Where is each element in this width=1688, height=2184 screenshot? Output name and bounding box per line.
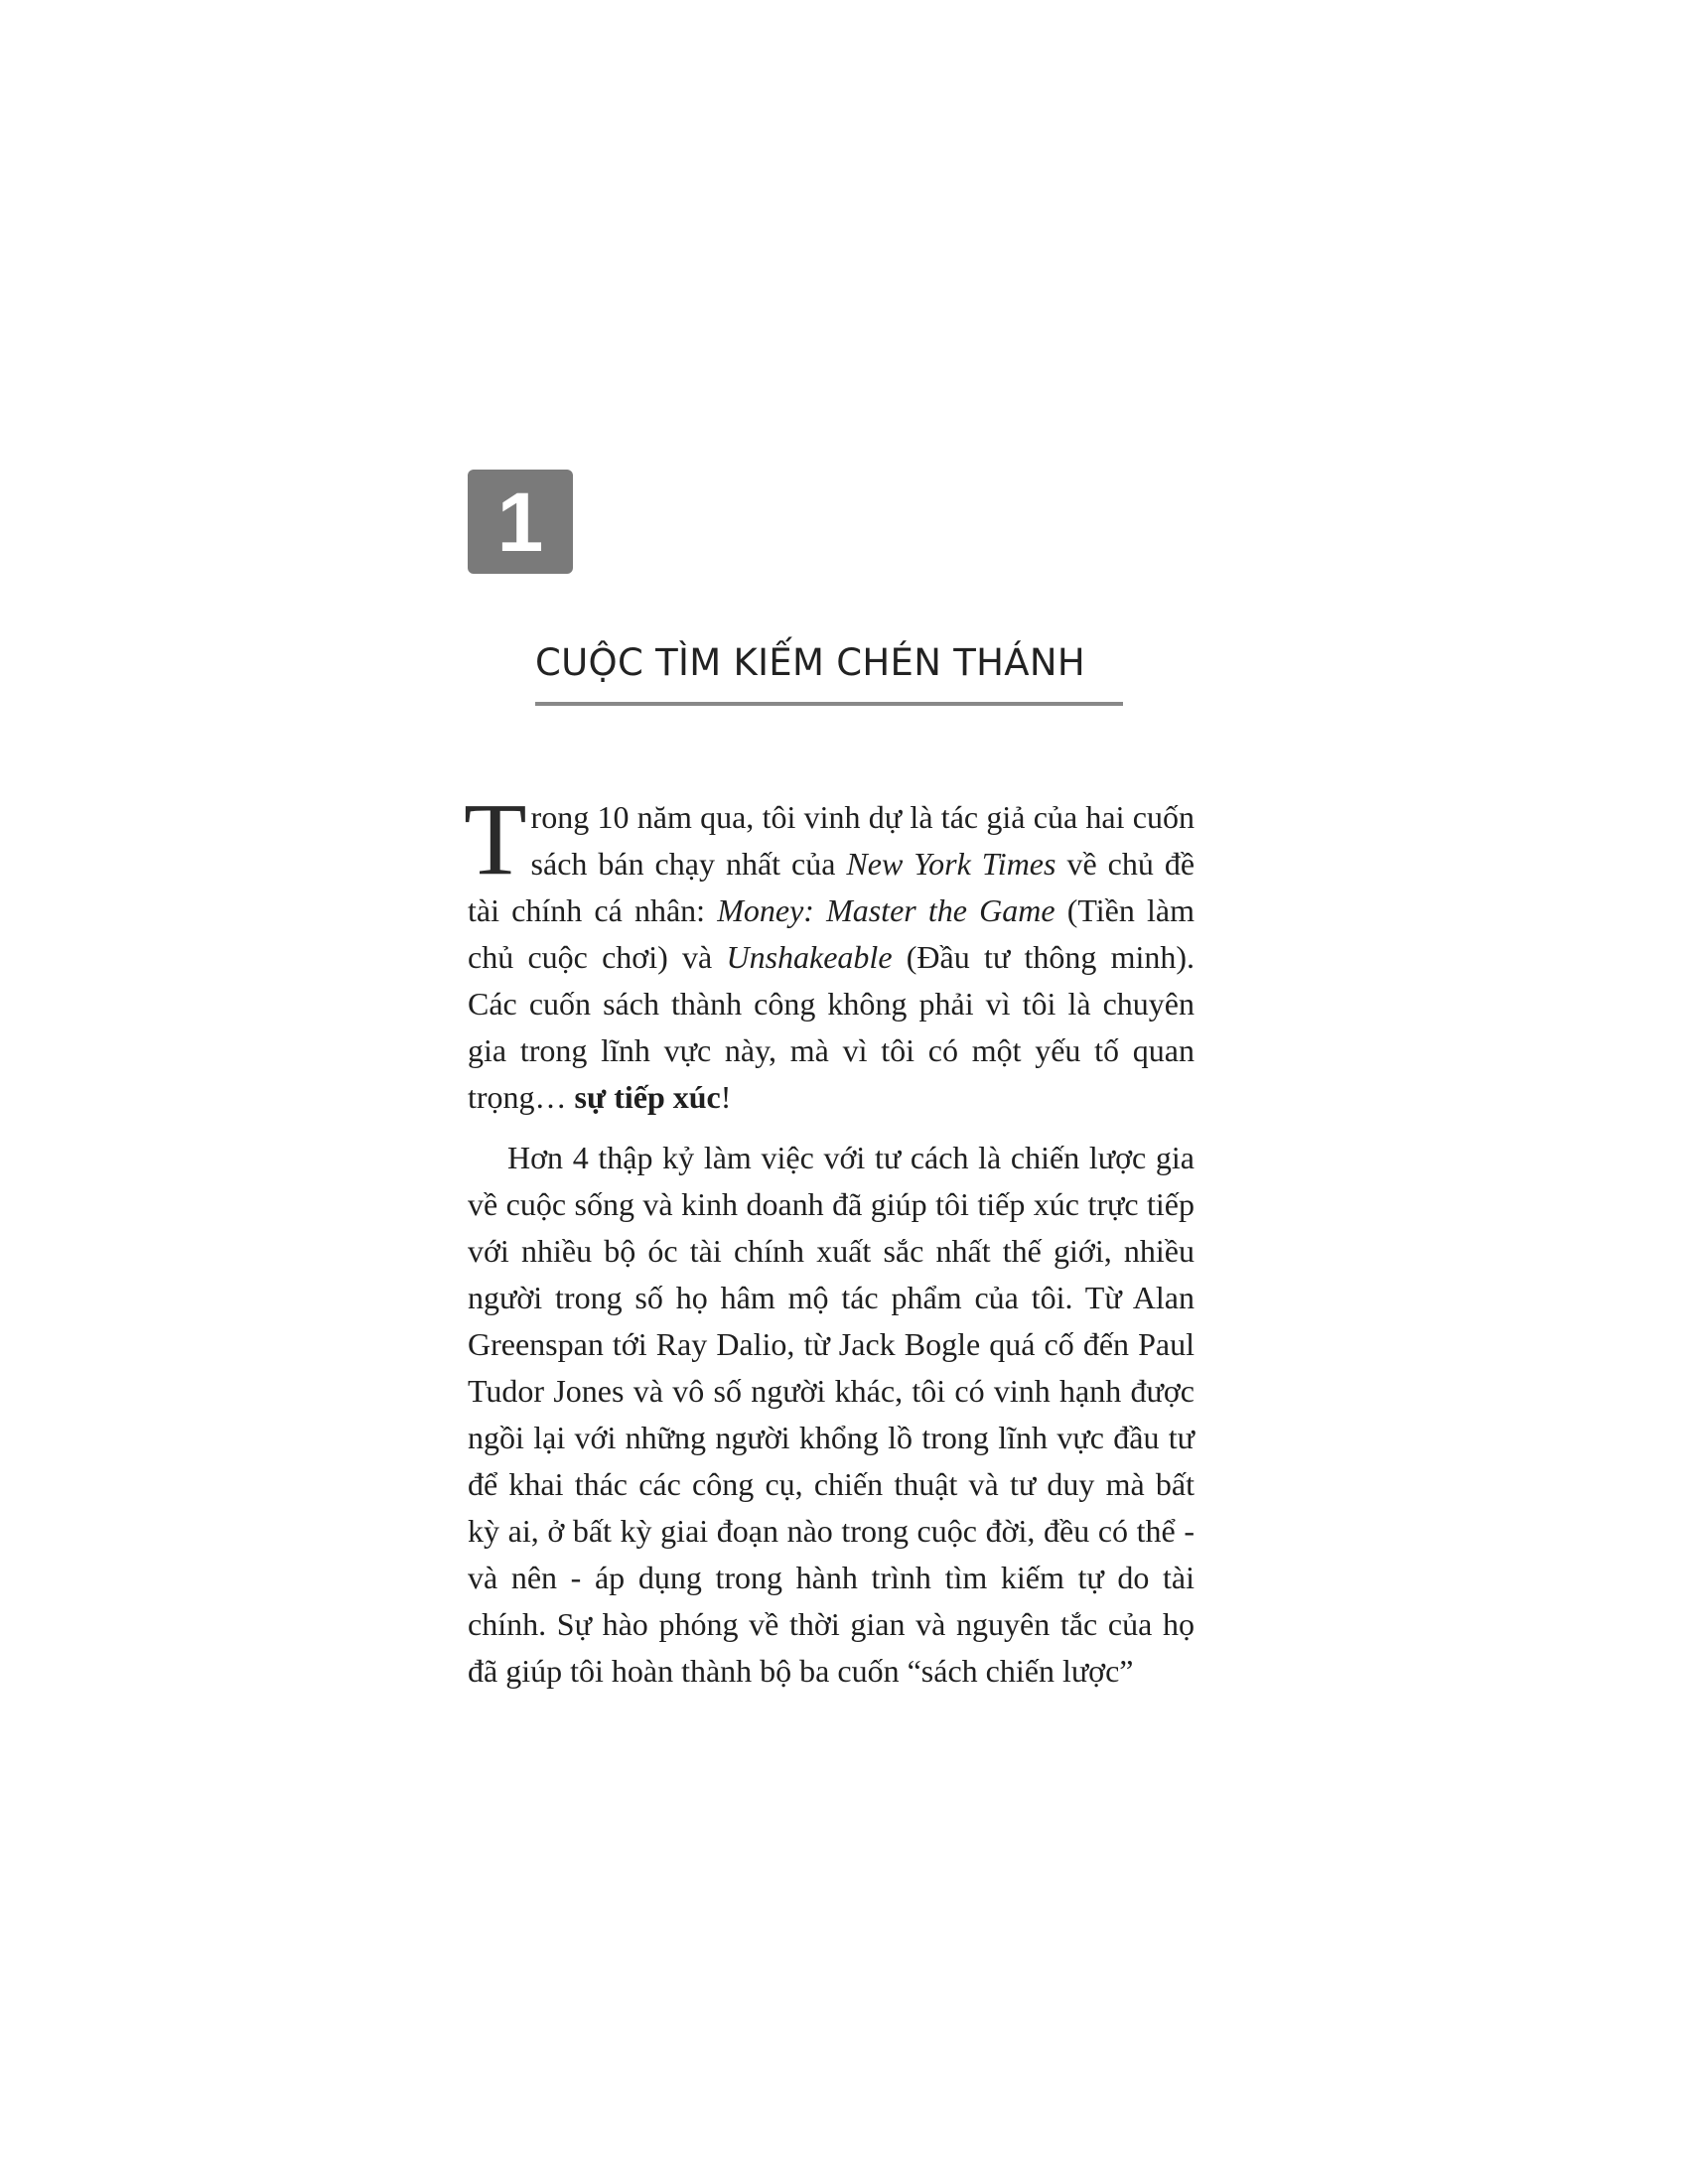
text-run: (Đầu tư thông minh). Các cuốn sách thành công không phải vì tôi là chuyên gia trong lĩnh vực này, mà vì tôi có một yếu tố quan trọng… — [468, 939, 1196, 1115]
text-run: về chủ đề tài chính cá nhân: — [468, 846, 1196, 928]
body-text — [464, 782, 1196, 1695]
paragraph — [468, 1135, 1195, 1695]
bold-emphasis: sự tiếp xúc — [574, 1079, 721, 1115]
title-underline — [535, 702, 1123, 706]
italic-title: New York Times — [846, 846, 1056, 882]
text-run: Hơn 4 thập kỷ làm việc với tư cách là chiến lược gia về cuộc sống và kinh doanh đã giúp tôi tiếp xúc trực tiếp với nhiều bộ óc tài chính xuất sắc nhất thế giới, nhiều người trong số họ hâm mộ tác phẩm của tôi. Từ Alan Greenspan tới Ray Dalio, từ Jack Bogle quá cố đến Paul Tudor Jones và vô số người khác, tôi có vinh hạnh được ngồi lại với những người khổng lồ trong lĩnh vực đầu tư để khai thác các công cụ, chiến thuật và tư duy mà bất kỳ ai, ở bất kỳ giai đoạn nào trong cuộc đời, đều có thể - và nên - áp dụng trong hành trình tìm kiếm tự do tài chính. Sự hào phóng về thời gian và nguyên tắc của họ đã giúp tôi hoàn thành bộ ba cuốn “sách chiến lược” — [468, 1140, 1195, 1689]
text-run: ! — [720, 1079, 732, 1115]
chapter-number-badge — [468, 470, 573, 574]
chapter-number: 1 — [496, 475, 544, 569]
drop-cap: T — [464, 782, 527, 896]
paragraph — [464, 782, 1196, 1121]
text-run: rong 10 năm qua, tôi vinh dự là tác giả của hai cuốn sách bán chạy nhất của — [530, 799, 1195, 882]
chapter-title: CUỘC TÌM KIẾM CHÉN THÁNH — [535, 641, 1085, 684]
italic-title: Money: Master the Game — [717, 892, 1055, 928]
text-run: (Tiền làm chủ cuộc chơi) và — [468, 892, 1196, 975]
italic-title: Unshakeable — [726, 939, 893, 975]
